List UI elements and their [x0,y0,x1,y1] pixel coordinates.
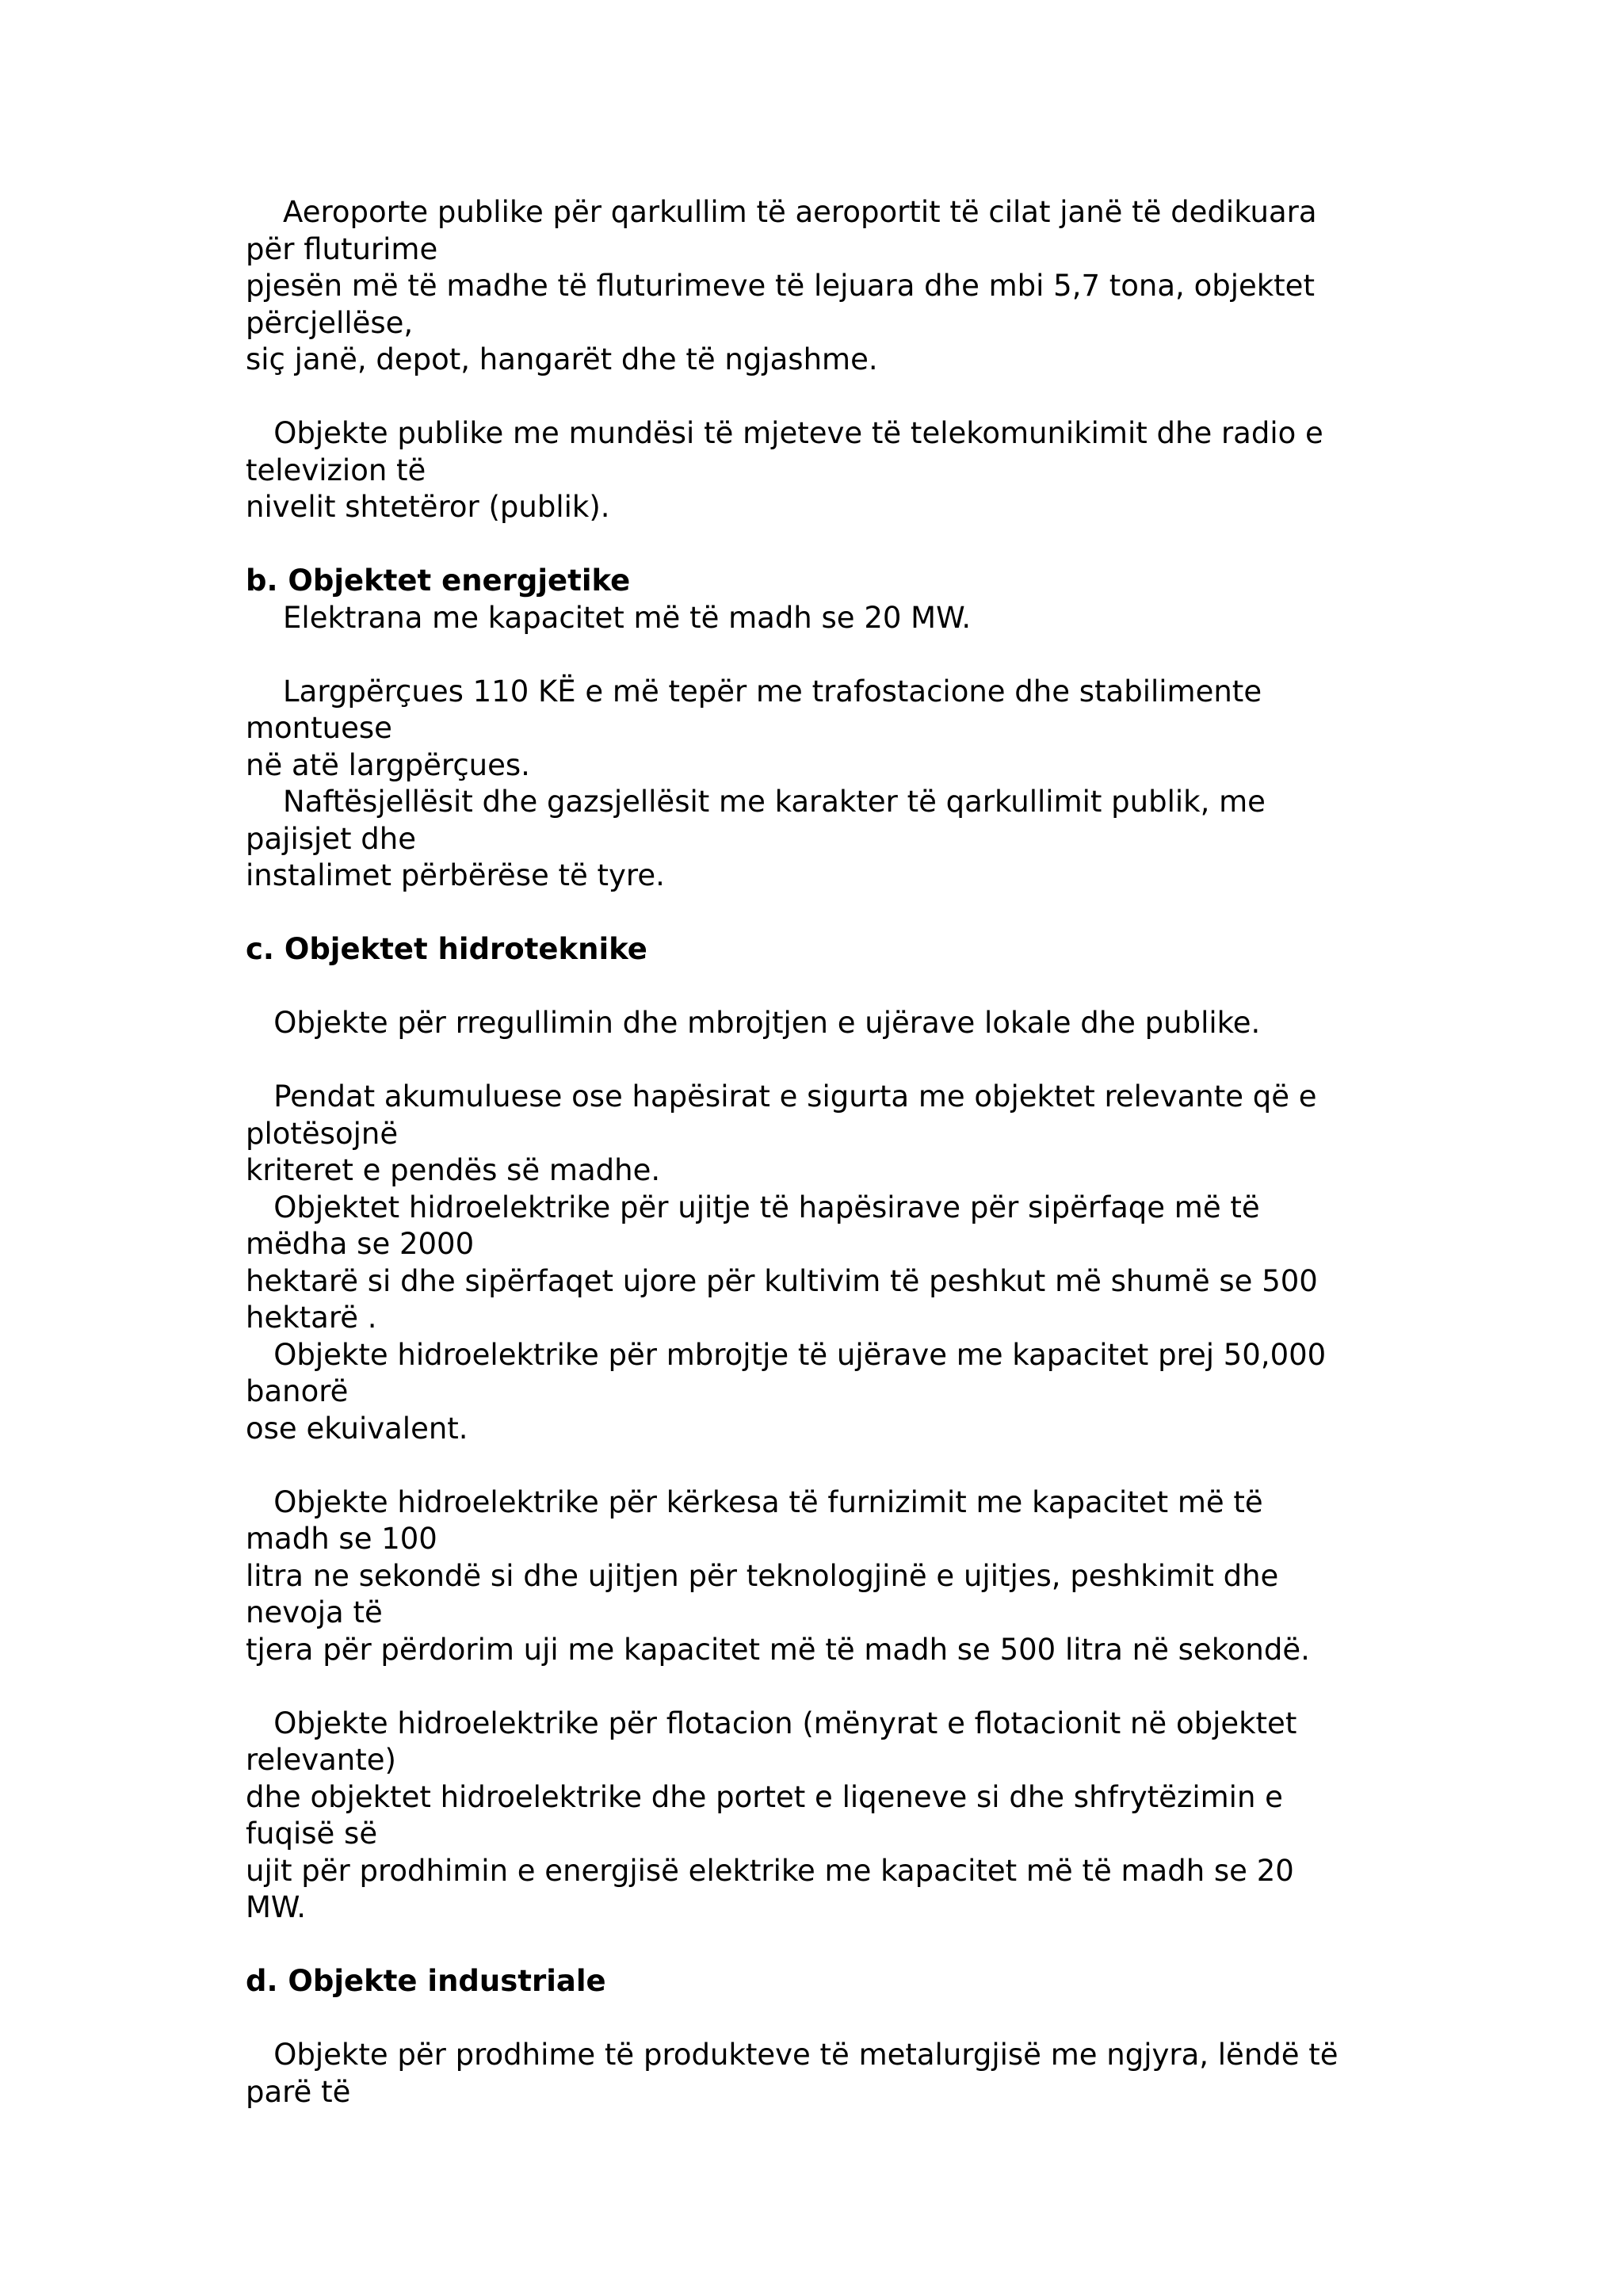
text-line: Pendat akumuluese ose hapësirat e sigurta me objektet relevante që e [246,1079,1317,1114]
text-line: ose ekuivalent. [246,1411,468,1446]
text-line: parë të [246,2074,351,2109]
text-line: Objekte për rregullimin dhe mbrojtjen e ujërave lokale dhe publike. [246,1006,1261,1040]
text-line: Objektet hidroelektrike për ujitje të hapësirave për sipërfaqe më të [246,1190,1260,1224]
text-line: hektarë si dhe sipërfaqet ujore për kultivim të peshkut më shumë se 500 [246,1263,1318,1298]
text-line: montuese [246,711,392,745]
text-line: nevoja të [246,1595,383,1629]
section-heading-c: c. Objektet hidroteknike [246,932,647,966]
blank-line [246,1927,1403,1964]
text-line: nivelit shtetëror (publik). [246,490,610,524]
text-line: instalimet përbërëse të tyre. [246,858,665,892]
text-line: Objekte hidroelektrike për mbrojtje të ujërave me kapacitet prej 50,000 [246,1337,1327,1372]
text-line: MW. [246,1890,307,1924]
text-line: Aeroporte publike për qarkullim të aeroportit të cilat janë të dedikuara [246,195,1317,229]
text-line: ujit për prodhimin e energjisë elektrike me kapacitet më të madh se 20 [246,1853,1294,1888]
text-line: tjera për përdorim uji me kapacitet më të madh se 500 litra në sekondë. [246,1632,1310,1667]
blank-line [246,895,1403,932]
text-line: relevante) [246,1743,396,1777]
document-body [246,194,1403,2111]
text-line: hektarë . [246,1301,377,1335]
text-line: pjesën më të madhe të fluturimeve të lejuara dhe mbi 5,7 tona, objektet [246,269,1315,303]
blank-line [246,1042,1403,1079]
blank-line [246,968,1403,1006]
text-line: Objekte për prodhime të produkteve të metalurgjisë me ngjyra, lëndë të [246,2038,1338,2072]
text-line: për fluturime [246,231,438,266]
blank-line [246,2000,1403,2038]
text-line: fuqisë së [246,1817,378,1851]
text-line: plotësojnë [246,1116,399,1151]
text-line: Elektrana me kapacitet më të madh se 20 MW. [246,600,972,635]
blank-line [246,636,1403,674]
text-line: përcjellëse, [246,305,414,340]
text-line: kriteret e pendës së madhe. [246,1153,661,1187]
text-line: Largpërçues 110 KË e më tepër me trafostacione dhe stabilimente [246,674,1262,709]
text-line: Objekte hidroelektrike për kërkesa të furnizimit me kapacitet më të [246,1484,1263,1519]
text-line: Naftësjellësit dhe gazsjellësit me karakter të qarkullimit publik, me [246,785,1266,819]
section-heading-d: d. Objekte industriale [246,1964,606,1998]
text-line: pajisjet dhe [246,821,417,856]
section-heading-b: b. Objektet energjetike [246,563,631,598]
blank-line [246,526,1403,563]
text-line: televizion të [246,453,426,487]
blank-line [246,379,1403,416]
text-line: mëdha se 2000 [246,1227,475,1261]
blank-line [246,1447,1403,1484]
text-line: dhe objektet hidroelektrike dhe portet e liqeneve si dhe shfrytëzimin e [246,1779,1283,1814]
text-line: litra ne sekondë si dhe ujitjen për teknologjinë e ujitjes, peshkimit dhe [246,1558,1279,1593]
text-line: madh se 100 [246,1522,437,1556]
text-line: banorë [246,1374,349,1408]
blank-line [246,1668,1403,1706]
text-line: Objekte publike me mundësi të mjeteve të telekomunikimit dhe radio e [246,416,1323,450]
text-line: në atë largpërçues. [246,747,530,782]
text-line: Objekte hidroelektrike për flotacion (mënyrat e flotacionit në objektet [246,1706,1297,1740]
text-line: siç janë, depot, hangarët dhe të ngjashme. [246,342,878,376]
